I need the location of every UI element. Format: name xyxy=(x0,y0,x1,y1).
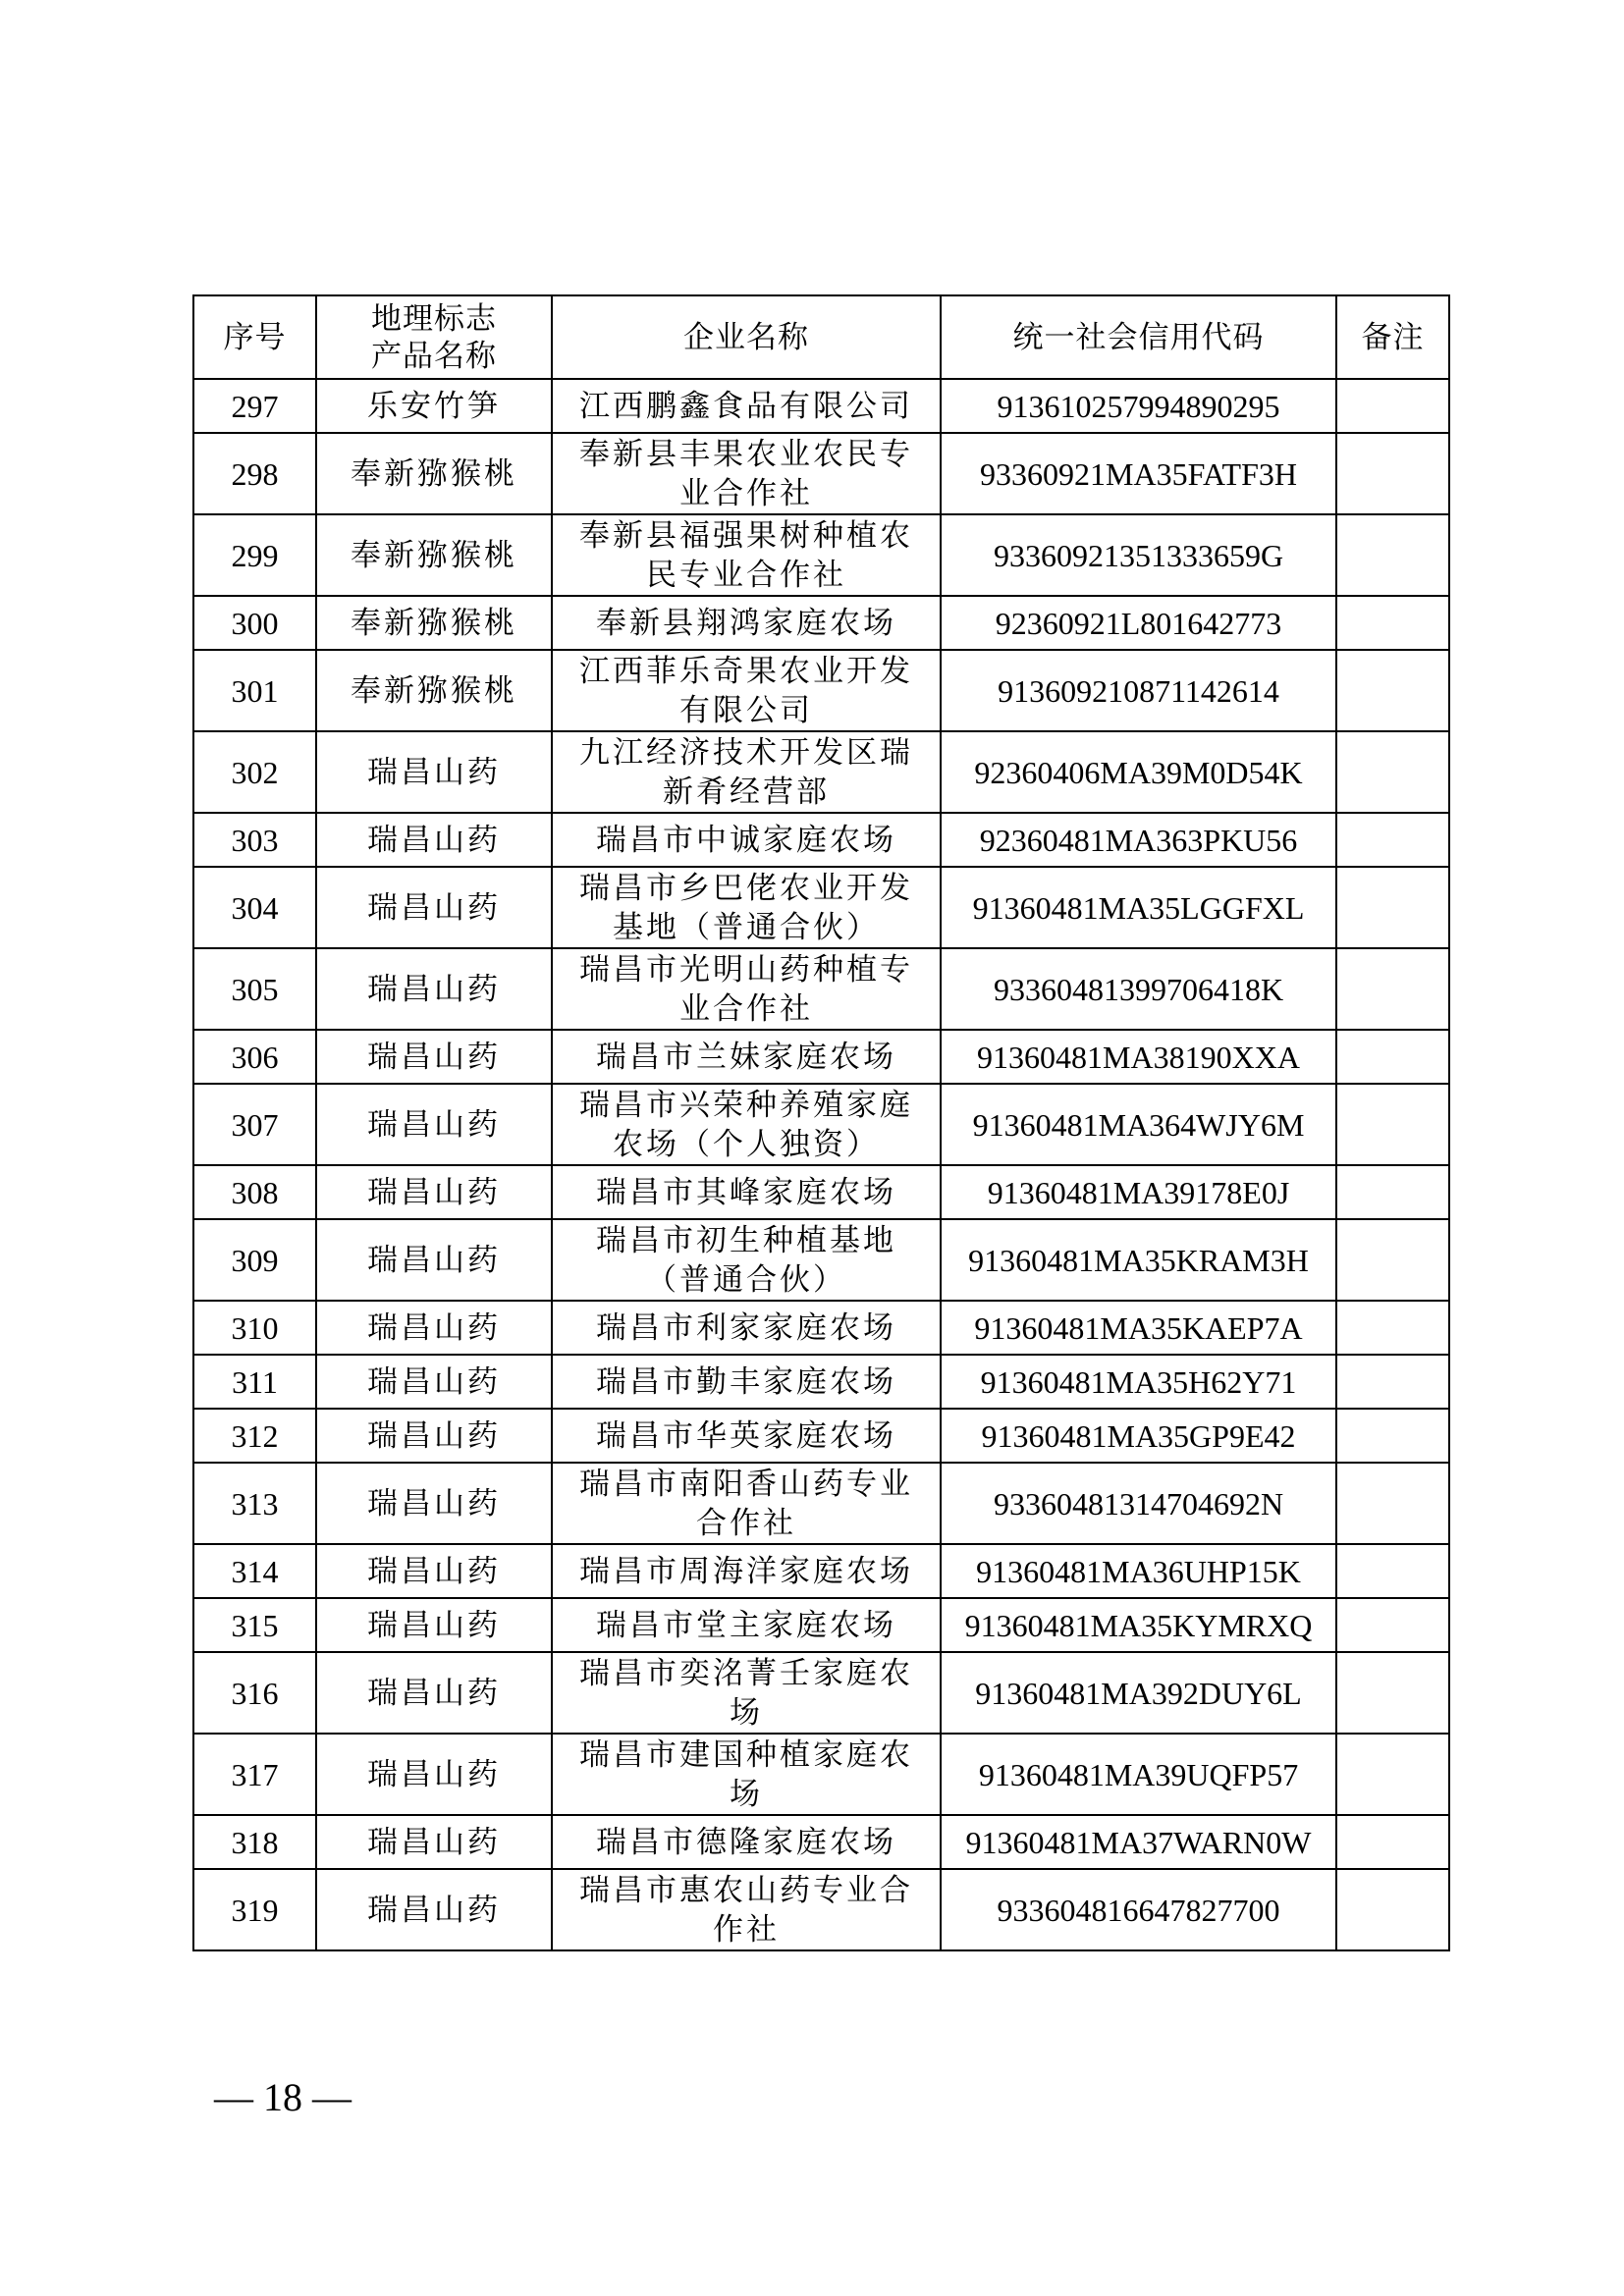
product-name-cell: 瑞昌山药 xyxy=(316,1734,552,1815)
remarks-cell xyxy=(1336,731,1449,813)
seq-cell: 306 xyxy=(193,1030,316,1084)
remarks-cell xyxy=(1336,813,1449,867)
product-name-cell: 瑞昌山药 xyxy=(316,1869,552,1950)
remarks-cell xyxy=(1336,1084,1449,1165)
product-name-cell: 瑞昌山药 xyxy=(316,1219,552,1301)
table-row xyxy=(193,1030,1449,1084)
seq-cell: 297 xyxy=(193,379,316,433)
company-name-cell: 瑞昌市南阳香山药专业合作社 xyxy=(552,1463,941,1544)
product-name-cell: 奉新猕猴桃 xyxy=(316,596,552,650)
table-row xyxy=(193,1301,1449,1355)
product-name-cell: 瑞昌山药 xyxy=(316,1030,552,1084)
company-name-cell: 江西鹏鑫食品有限公司 xyxy=(552,379,941,433)
header-row xyxy=(193,295,1449,379)
seq-cell: 312 xyxy=(193,1409,316,1463)
table-header xyxy=(193,295,1449,379)
header-credit-code: 统一社会信用代码 xyxy=(941,295,1336,379)
table-row xyxy=(193,948,1449,1030)
remarks-cell xyxy=(1336,1869,1449,1950)
seq-cell: 301 xyxy=(193,650,316,731)
product-name-cell: 瑞昌山药 xyxy=(316,1463,552,1544)
company-name-cell: 瑞昌市奕洺菁壬家庭农场 xyxy=(552,1652,941,1734)
product-name-cell: 瑞昌山药 xyxy=(316,1652,552,1734)
table-row xyxy=(193,1463,1449,1544)
company-name-cell: 瑞昌市德隆家庭农场 xyxy=(552,1815,941,1869)
table-row xyxy=(193,867,1449,948)
seq-cell: 319 xyxy=(193,1869,316,1950)
seq-cell: 318 xyxy=(193,1815,316,1869)
product-name-cell: 瑞昌山药 xyxy=(316,1084,552,1165)
table-body xyxy=(193,379,1449,1950)
table-row xyxy=(193,1409,1449,1463)
seq-cell: 310 xyxy=(193,1301,316,1355)
company-name-cell: 瑞昌市乡巴佬农业开发基地（普通合伙） xyxy=(552,867,941,948)
company-name-cell: 九江经济技术开发区瑞新肴经营部 xyxy=(552,731,941,813)
company-name-cell: 瑞昌市惠农山药专业合作社 xyxy=(552,1869,941,1950)
table-row xyxy=(193,813,1449,867)
company-name-cell: 瑞昌市兴荣种养殖家庭农场（个人独资） xyxy=(552,1084,941,1165)
table-row xyxy=(193,1084,1449,1165)
seq-cell: 302 xyxy=(193,731,316,813)
table-row xyxy=(193,1598,1449,1652)
credit-code-cell: 913609210871142614 xyxy=(941,650,1336,731)
credit-code-cell: 93360481314704692N xyxy=(941,1463,1336,1544)
table-row xyxy=(193,514,1449,596)
enterprise-registry-table xyxy=(192,294,1450,1951)
credit-code-cell: 91360481MA35LGGFXL xyxy=(941,867,1336,948)
product-name-cell: 瑞昌山药 xyxy=(316,948,552,1030)
table-row xyxy=(193,1652,1449,1734)
seq-cell: 304 xyxy=(193,867,316,948)
remarks-cell xyxy=(1336,514,1449,596)
company-name-cell: 奉新县福强果树种植农民专业合作社 xyxy=(552,514,941,596)
seq-cell: 314 xyxy=(193,1544,316,1598)
page-number: — 18 — xyxy=(214,2075,352,2119)
credit-code-cell: 91360481MA392DUY6L xyxy=(941,1652,1336,1734)
seq-cell: 305 xyxy=(193,948,316,1030)
header-remarks: 备注 xyxy=(1336,295,1449,379)
seq-cell: 307 xyxy=(193,1084,316,1165)
company-name-cell: 瑞昌市堂主家庭农场 xyxy=(552,1598,941,1652)
product-name-cell: 瑞昌山药 xyxy=(316,1165,552,1219)
remarks-cell xyxy=(1336,1463,1449,1544)
seq-cell: 313 xyxy=(193,1463,316,1544)
remarks-cell xyxy=(1336,1030,1449,1084)
company-name-cell: 瑞昌市其峰家庭农场 xyxy=(552,1165,941,1219)
product-name-cell: 奉新猕猴桃 xyxy=(316,514,552,596)
seq-cell: 303 xyxy=(193,813,316,867)
header-product-name: 地理标志产品名称 xyxy=(316,295,552,379)
credit-code-cell: 91360481MA35KAEP7A xyxy=(941,1301,1336,1355)
credit-code-cell: 91360481MA35KRAM3H xyxy=(941,1219,1336,1301)
table-row xyxy=(193,433,1449,514)
company-name-cell: 瑞昌市利家家庭农场 xyxy=(552,1301,941,1355)
remarks-cell xyxy=(1336,1219,1449,1301)
credit-code-cell: 92360481MA363PKU56 xyxy=(941,813,1336,867)
product-name-cell: 瑞昌山药 xyxy=(316,1815,552,1869)
product-name-cell: 瑞昌山药 xyxy=(316,1598,552,1652)
seq-cell: 315 xyxy=(193,1598,316,1652)
product-name-cell: 瑞昌山药 xyxy=(316,1355,552,1409)
credit-code-cell: 92360406MA39M0D54K xyxy=(941,731,1336,813)
remarks-cell xyxy=(1336,948,1449,1030)
table-row xyxy=(193,1355,1449,1409)
company-name-cell: 奉新县丰果农业农民专业合作社 xyxy=(552,433,941,514)
company-name-cell: 瑞昌市建国种植家庭农场 xyxy=(552,1734,941,1815)
company-name-cell: 瑞昌市周海洋家庭农场 xyxy=(552,1544,941,1598)
credit-code-cell: 91360481MA36UHP15K xyxy=(941,1544,1336,1598)
header-seq: 序号 xyxy=(193,295,316,379)
seq-cell: 300 xyxy=(193,596,316,650)
remarks-cell xyxy=(1336,867,1449,948)
product-name-cell: 奉新猕猴桃 xyxy=(316,433,552,514)
company-name-cell: 瑞昌市中诚家庭农场 xyxy=(552,813,941,867)
company-name-cell: 瑞昌市初生种植基地（普通合伙） xyxy=(552,1219,941,1301)
credit-code-cell: 91360481MA39178E0J xyxy=(941,1165,1336,1219)
credit-code-cell: 91360481MA364WJY6M xyxy=(941,1084,1336,1165)
credit-code-cell: 91360481MA35KYMRXQ xyxy=(941,1598,1336,1652)
credit-code-cell: 91360481MA37WARN0W xyxy=(941,1815,1336,1869)
product-name-cell: 瑞昌山药 xyxy=(316,731,552,813)
credit-code-cell: 9336092135133365​9G xyxy=(941,514,1336,596)
remarks-cell xyxy=(1336,1598,1449,1652)
seq-cell: 316 xyxy=(193,1652,316,1734)
seq-cell: 309 xyxy=(193,1219,316,1301)
company-name-cell: 瑞昌市勤丰家庭农场 xyxy=(552,1355,941,1409)
remarks-cell xyxy=(1336,433,1449,514)
seq-cell: 317 xyxy=(193,1734,316,1815)
table-row xyxy=(193,1165,1449,1219)
seq-cell: 308 xyxy=(193,1165,316,1219)
header-company-name: 企业名称 xyxy=(552,295,941,379)
credit-code-cell: 93360921MA35FATF3H xyxy=(941,433,1336,514)
remarks-cell xyxy=(1336,1544,1449,1598)
table-row xyxy=(193,1815,1449,1869)
product-name-cell: 奉新猕猴桃 xyxy=(316,650,552,731)
credit-code-cell: 91360481MA35H62Y71 xyxy=(941,1355,1336,1409)
table-row xyxy=(193,1734,1449,1815)
remarks-cell xyxy=(1336,650,1449,731)
company-name-cell: 瑞昌市光明山药种植专业合作社 xyxy=(552,948,941,1030)
product-name-cell: 乐安竹笋 xyxy=(316,379,552,433)
remarks-cell xyxy=(1336,596,1449,650)
product-name-cell: 瑞昌山药 xyxy=(316,1544,552,1598)
product-name-cell: 瑞昌山药 xyxy=(316,813,552,867)
company-name-cell: 江西菲乐奇果农业开发有限公司 xyxy=(552,650,941,731)
company-name-cell: 奉新县翔鸿家庭农场 xyxy=(552,596,941,650)
credit-code-cell: 91360481MA35GP9E42 xyxy=(941,1409,1336,1463)
remarks-cell xyxy=(1336,1815,1449,1869)
remarks-cell xyxy=(1336,1301,1449,1355)
table-row xyxy=(193,650,1449,731)
remarks-cell xyxy=(1336,1652,1449,1734)
table-row xyxy=(193,596,1449,650)
credit-code-cell: 92360921L801642773 xyxy=(941,596,1336,650)
table-row xyxy=(193,1544,1449,1598)
credit-code-cell: 93360481399706418K xyxy=(941,948,1336,1030)
company-name-cell: 瑞昌市兰妹家庭农场 xyxy=(552,1030,941,1084)
credit-code-cell: 913610257994890295 xyxy=(941,379,1336,433)
remarks-cell xyxy=(1336,1355,1449,1409)
remarks-cell xyxy=(1336,1409,1449,1463)
credit-code-cell: 933604816647827700 xyxy=(941,1869,1336,1950)
remarks-cell xyxy=(1336,1165,1449,1219)
table-row xyxy=(193,379,1449,433)
table-row xyxy=(193,731,1449,813)
credit-code-cell: 91360481MA39UQFP57 xyxy=(941,1734,1336,1815)
table-row xyxy=(193,1219,1449,1301)
credit-code-cell: 91360481MA38190XXA xyxy=(941,1030,1336,1084)
seq-cell: 311 xyxy=(193,1355,316,1409)
company-name-cell: 瑞昌市华英家庭农场 xyxy=(552,1409,941,1463)
seq-cell: 298 xyxy=(193,433,316,514)
seq-cell: 299 xyxy=(193,514,316,596)
remarks-cell xyxy=(1336,1734,1449,1815)
remarks-cell xyxy=(1336,379,1449,433)
product-name-cell: 瑞昌山药 xyxy=(316,867,552,948)
table-row xyxy=(193,1869,1449,1950)
product-name-cell: 瑞昌山药 xyxy=(316,1301,552,1355)
product-name-cell: 瑞昌山药 xyxy=(316,1409,552,1463)
